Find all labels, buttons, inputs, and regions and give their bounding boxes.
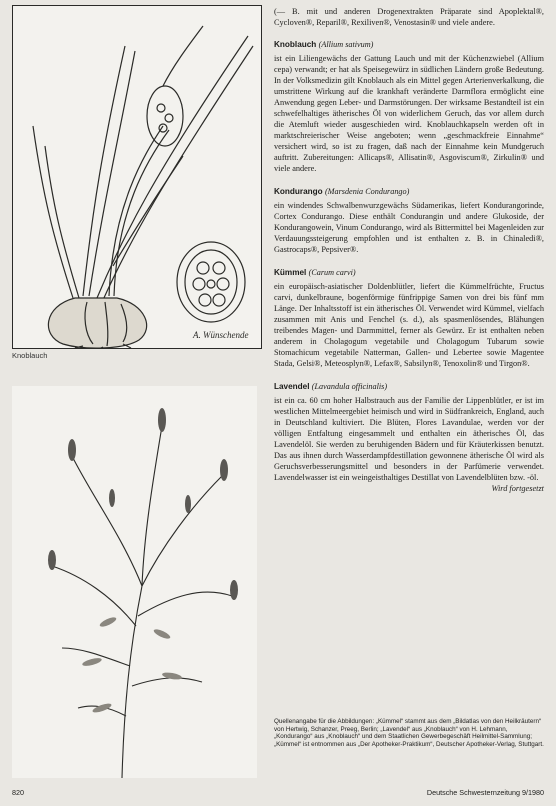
continued-note: Wird fortgesetzt	[491, 484, 544, 493]
entry-kuemmel	[274, 267, 544, 369]
illustration-signature: A. Wünschende	[193, 330, 249, 340]
intro-paragraph: (— B. mit und anderen Drogenextrakten Präparate sind Apoplektal®, Cycloven®, Reparil®, Rexiliven®, Venostasin® und viele andere.	[274, 7, 544, 27]
entry-latin: (Allium sativum)	[318, 40, 374, 49]
garlic-drawing	[13, 6, 261, 348]
image-sources-note: Quellenangabe für die Abbildungen: „Kümmel“ stammt aus dem „Bildatlas von den Heilkräutern“ von Hertwig, Schanzer, Preeg, Berlin; „Lavendel“ aus „Knoblauch“ von H. Lehmann, „Kondurango“ aus „Knoblauch“ und dem Staatlichen Gewerbegeschäft Heilmittel-Sammlung; „Kümmel“ ist entnommen aus „Der Apotheker-Praktikum“, Deutscher Apotheker-Verlag, Stuttgart.	[274, 718, 544, 748]
entry-title: Knoblauch	[274, 40, 317, 49]
entry-title: Lavendel	[274, 382, 310, 391]
journal-name: Deutsche Schwesternzeitung 9/1980	[426, 788, 544, 797]
page-number: 820	[12, 788, 24, 797]
entry-body: ein europäisch-asiatischer Doldenblütler, liefert die Kümmelfrüchte, Fructus carvi, dunkelbraune, bogenförmige fünfrippige Samen von drei bis fünf mm Länge. Der Inhaltsstoff ist ein ätherisches Öl. Verwendet wird Kümmel, vielfach zusammen mit Anis und Fenchel (s. d.), als spasmenlösendes, Blähungen treibendes Magen- und Darmmittel, ferner als Gewürz. Er ist enthalten neben anderem in Cholagogum vegetabile und Cholagogum Tubarum sowie Stomachicum vegetabile Natterman, Gallen- und Lebertee sowie Magentee Stada, Gelsi®, Meteosplyn®, Lefax®, Sabsilyn®, Tenoxolin® und Tirgon®.	[274, 282, 544, 368]
entry-kondurango	[274, 186, 544, 255]
entry-body: ist ein ca. 60 cm hoher Halbstrauch aus der Familie der Lippenblütler, er ist im westlichen Mittelmeergebiet heimisch und wird in Südfrankreich, England, auch in Deutschland kultiviert. Die Blüten, Flores Lavandulae, werden vor der völligen Entfaltung eingesammelt und enthalten ein ätherisches Öl, das Lavendelöl. Sie werden zu beruhigenden Bädern und für Kräuterkissen benutzt. Das aus ihnen durch Wasserdampfdestillation gewonnene ätherische Öl wird als Geruchsverbesserungsmittel und besonders in der Parfümerie verwendet. Lavendelwasser ist ein weingeisthaltiges Destillat von Lavendelblüten bzw. -öl.	[274, 396, 544, 482]
entry-title: Kümmel	[274, 268, 307, 277]
entry-latin: (Lavandula officinalis)	[311, 382, 388, 391]
lavender-drawing	[12, 386, 257, 778]
entry-title: Kondurango	[274, 187, 323, 196]
entry-body: ist ein Liliengewächs der Gattung Lauch und mit der Küchenzwiebel (Allium cepa) verwandt; er hat als Speisegewürz in südlichen Ländern große Bedeutung. In der Volksmedizin gilt Knoblauch als ein Mittel gegen Arterienverkalkung, die umstrittene Wirkung auf die krankhaft veränderte Darmflora ermöglicht eine Anwendung gegen Leber- und Darmstörungen. Der wirksame Bestandteil ist ein schwefelhaltiges ätherisches Öl von widerlichem Geruch, das vor allem durch die Atemluft wieder ausgeschieden wird. Knoblauchkapseln werden oft in marktschreierischer Weise angeboten; wenn „geschmackfreie Einnahme“ versichert wird, so ist zu fragen, daß nach der Einnahme kein Mundgeruch auftritt. Zubereitungen: Allicaps®, Allisatin®, Asgoviscum®, Zirkulin® und viele andere.	[274, 54, 544, 173]
entry-knoblauch	[274, 39, 544, 174]
lavender-illustration	[12, 386, 257, 778]
entry-latin: (Carum carvi)	[308, 268, 356, 277]
entry-lavendel	[274, 381, 544, 494]
garlic-illustration	[12, 5, 262, 349]
article-column	[274, 6, 544, 494]
entry-latin: (Marsdenia Condurango)	[324, 187, 410, 196]
caption-knoblauch: Knoblauch	[12, 351, 48, 360]
entry-body: ein windendes Schwalbenwurzgewächs Südamerikas, liefert Kondurangorinde, Cortex Condurango. Diese enthält Condurangin und andere Glukoside, der Kondurangowein, Vinum Condurango, wird als Bittermittel bei Magenleiden zur Verdauungssteigerung empfohlen und ist enthalten z. B. in Chinaledi®, Gastrocaps®, Pepsiver®.	[274, 201, 544, 254]
